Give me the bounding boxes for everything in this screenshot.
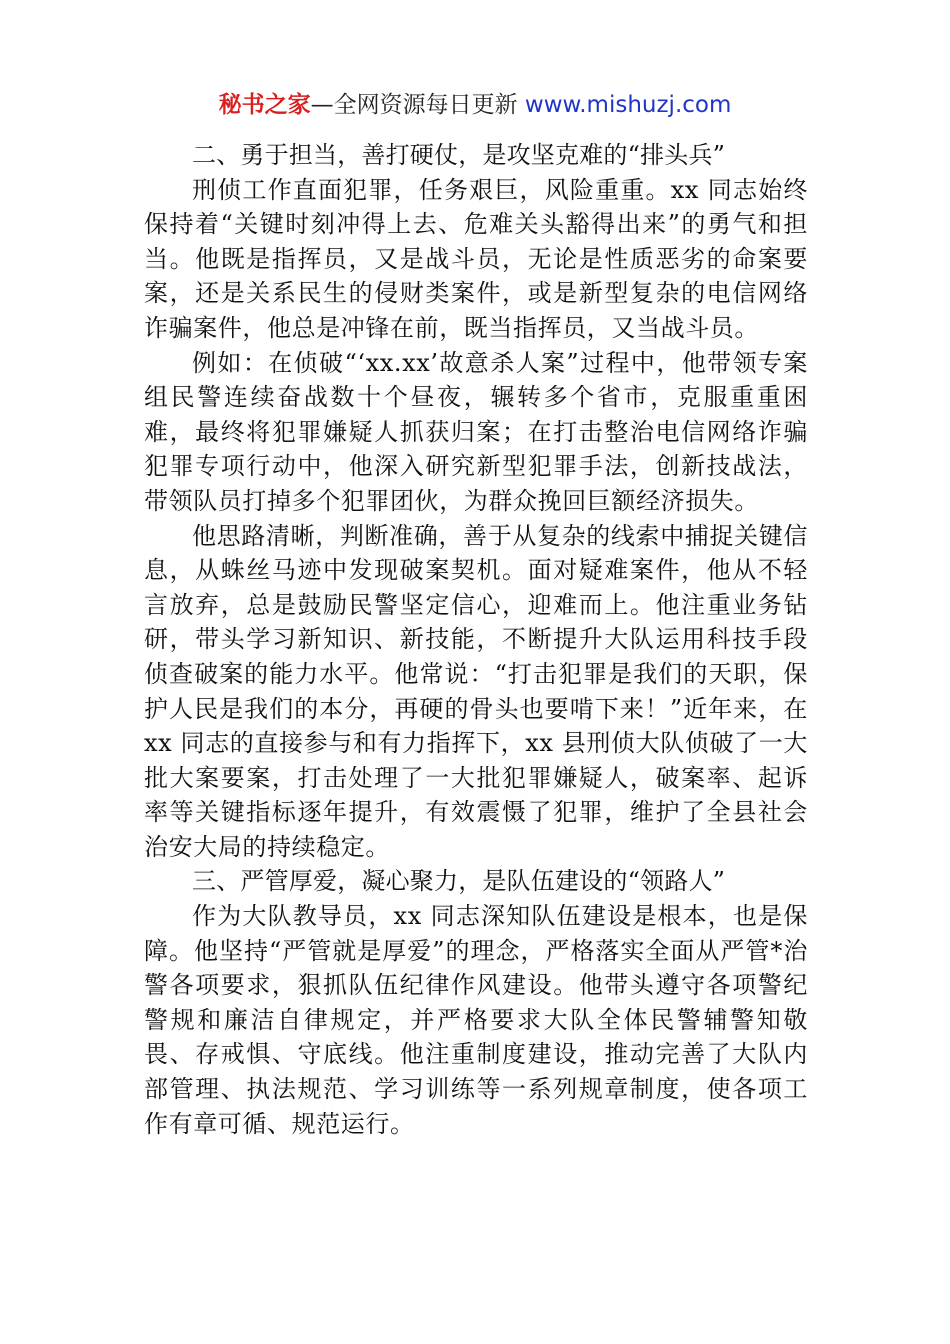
- body-paragraph: 刑侦工作直面犯罪，任务艰巨，风险重重。xx 同志始终保持着“关键时刻冲得上去、危难关头豁得出来”的勇气和担当。他既是指挥员，又是战斗员，无论是性质恶劣的命案要案，还是关系民生的侵财类案件，或是新型复杂的电信网络诈骗案件，他总是冲锋在前，既当指挥员，又当战斗员。: [144, 175, 808, 342]
- site-tagline: —全网资源每日更新: [310, 92, 525, 118]
- site-brand: 秘书之家: [218, 92, 311, 118]
- body-paragraph: 他思路清晰，判断准确，善于从复杂的线索中捕捉关键信息，从蛛丝马迹中发现破案契机。面对疑难案件，他从不轻言放弃，总是鼓励民警坚定信心，迎难而上。他注重业务钻研，带头学习新知识、新技能，不断提升大队运用科技手段侦查破案的能力水平。他常说：“打击犯罪是我们的天职，保护人民是我们的本分，再硬的骨头也要啃下来！”近年来，在 xx 同志的直接参与和有力指挥下，xx 县刑侦大队侦破了一大批大案要案，打击处理了一大批犯罪嫌疑人，破案率、起诉率等关键指标逐年提升，有效震慑了犯罪，维护了全县社会治安大局的持续稳定。: [144, 521, 808, 861]
- section-heading: 三、严管厚爱，凝心聚力，是队伍建设的“领路人”: [192, 867, 726, 896]
- body-paragraph: 作为大队教导员，xx 同志深知队伍建设是根本，也是保障。他坚持“严管就是厚爱”的理念，严格落实全面从严管*治警各项要求，狠抓队伍纪律作风建设。他带头遵守各项警纪警规和廉洁自律规定，并严格要求大队全体民警辅警知敬畏、存戒惧、守底线。他注重制度建设，推动完善了大队内部管理、执法规范、学习训练等一系列规章制度，使各项工作有章可循、规范运行。: [144, 902, 808, 1138]
- site-header: [0, 88, 950, 122]
- document-body: [144, 138, 808, 1141]
- section-heading: 二、勇于担当，善打硬仗，是攻坚克难的“排头兵”: [192, 141, 726, 169]
- site-url-link[interactable]: www.mishuzj.com: [524, 92, 732, 118]
- body-paragraph: 例如：在侦破“‘xx.xx’故意杀人案”过程中，他带领专案组民警连续奋战数十个昼夜，辗转多个省市，克服重重困难，最终将犯罪嫌疑人抓获归案；在打击整治电信网络诈骗犯罪专项行动中，他深入研究新型犯罪手法，创新技战法，带领队员打掉多个犯罪团伙，为群众挽回巨额经济损失。: [144, 348, 808, 515]
